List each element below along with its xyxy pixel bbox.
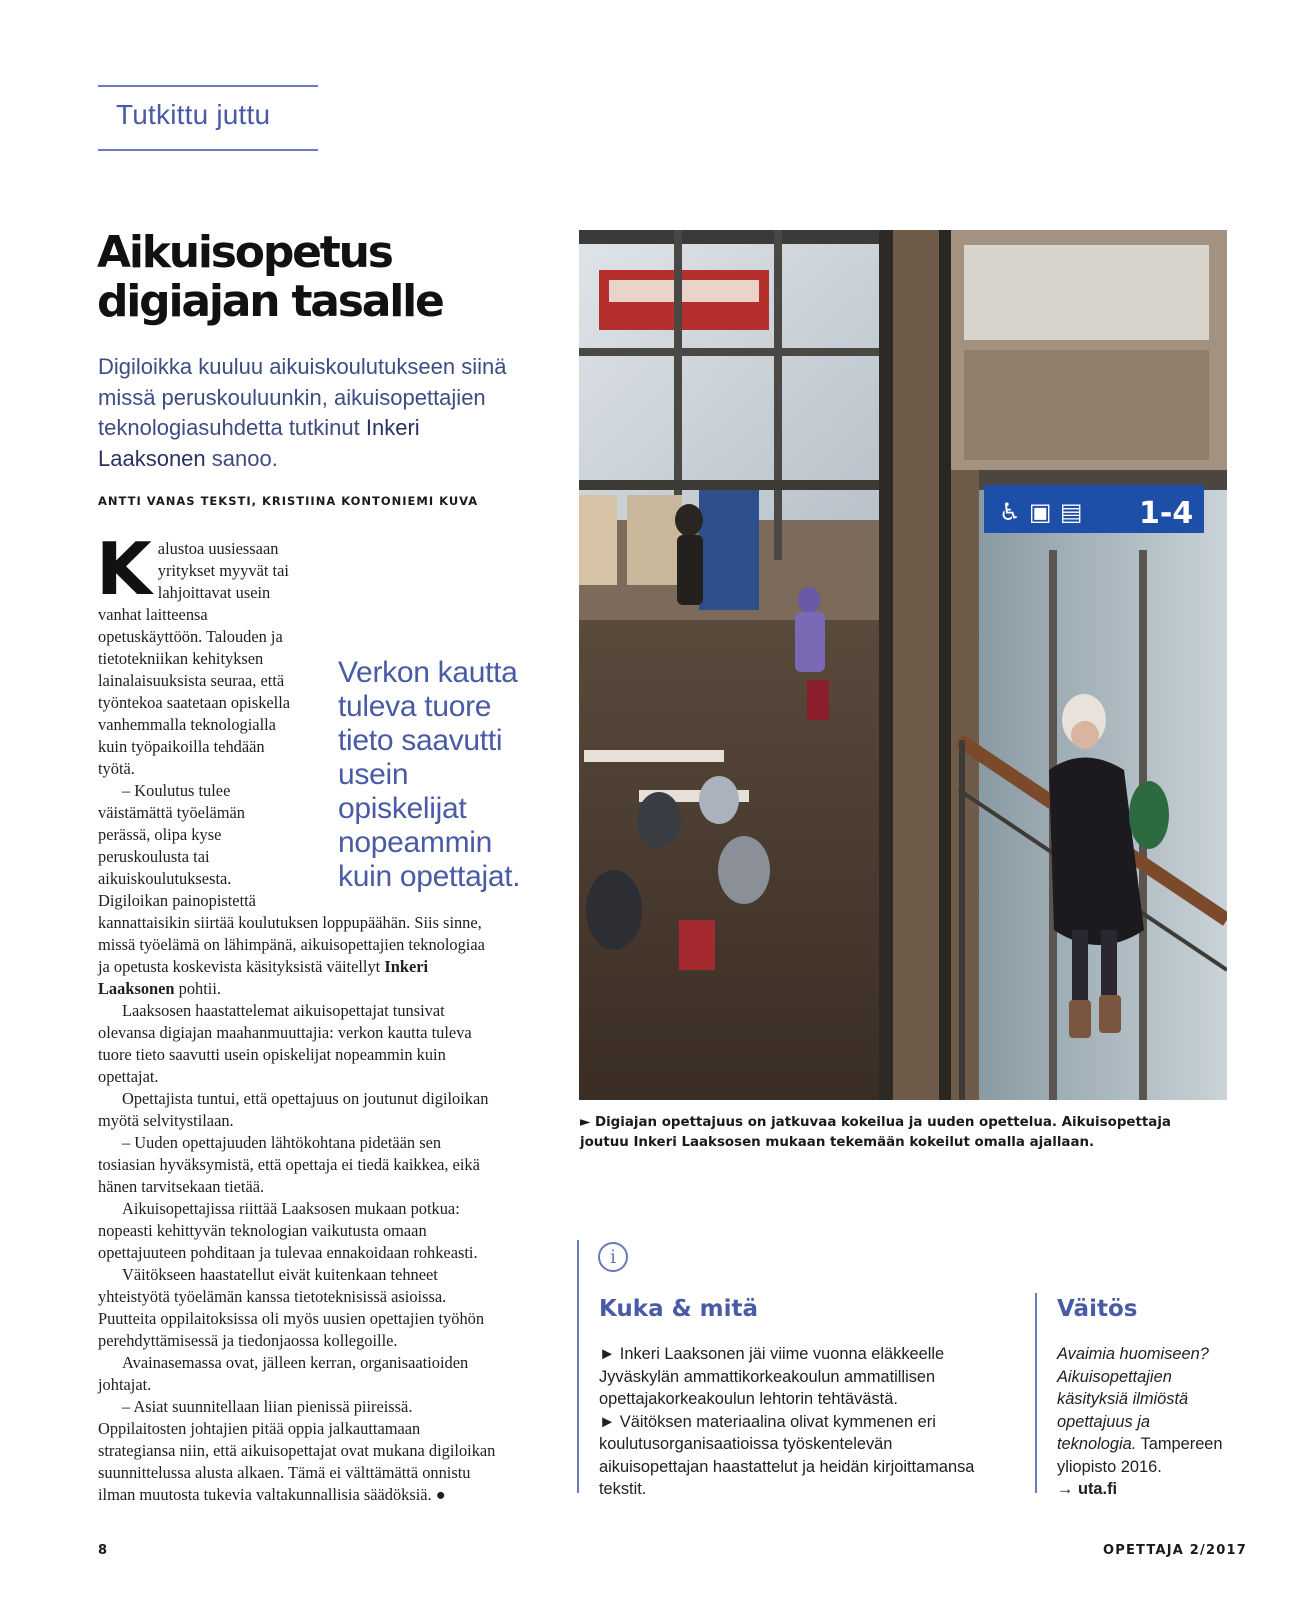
svg-text:♿ ▣ ▤: ♿ ▣ ▤ — [999, 498, 1083, 526]
byline: ANTTI VANAS TEKSTI, KRISTIINA KONTONIEMI KUVA — [98, 494, 479, 508]
vaitos-text — [1057, 1343, 1232, 1501]
vaitos-title-italic: Avaimia huomiseen? Aikuisopettajien käsityksiä ilmiöstä opettajuus ja teknologia. — [1057, 1345, 1209, 1453]
photo-caption: ► Digiajan opettajuus on jatkuvaa kokeilua ja uuden opettelua. Aikuisopettaja joutuu Inkeri Laaksosen mukaan tekemään kokeilut omalla ajallaan. — [580, 1115, 1171, 1150]
vaitos-rule — [1035, 1293, 1037, 1493]
body-text: – Koulutus tulee väistämättä työelämän perässä, olipa kyse peruskoulusta tai aikuiskoulutuksesta. Digiloikan painopistettä kannattaisikin siirtää koulutuksen loppupäähän. Siis sinne, missä työelämä on lähimpänä, aikuisopettajien teknologiaa ja opetusta koskevista käsityksistä väitellyt — [98, 781, 485, 976]
body-paragraph: Opettajista tuntui, että opettajuus on joutunut digiloikan myötä selvitystilaan. — [98, 1089, 489, 1130]
kuka-item: ► Inkeri Laaksonen jäi viime vuonna eläkkeelle Jyväskylän ammattikorkeakoulun ammatillisen opettajakorkeakoulun lehtorin tehtävästä. — [599, 1345, 945, 1408]
body-paragraph — [98, 1396, 500, 1506]
info-icon: i — [598, 1242, 628, 1272]
vaitos-heading: Väitös — [1057, 1296, 1138, 1322]
sign-text: 1-4 — [1139, 496, 1194, 531]
body-paragraph: – Uuden opettajuuden lähtökohtana pidetään sen tosiasian hyväksymistä, että opettaja ei tiedä kaikkea, eikä hänen tarvitsekaan tietää. — [98, 1133, 480, 1196]
lead-text-end: sanoo. — [205, 445, 278, 471]
body-text: – Asiat suunnitellaan liian pienissä piireissä. Oppilaitosten johtajien pitää oppia jalkauttamaan strategiansa niin, että aikuisopettajat ovat mukana digiloikan suunnittelussa alusta alkaen. Tämä ei välttämättä onnistu ilman muutosta tukevia valtakunnallisia säädöksiä. — [98, 1397, 496, 1504]
page-number: 8 — [98, 1543, 108, 1558]
section-label: Tutkittu juttu — [116, 99, 271, 130]
body-paragraph: Väitökseen haastatellut eivät kuitenkaan tehneet yhteistyötä työelämän kanssa tietoteknisissä asioissa. Puutteita oppilaitoksissa oli myös uusien opettajien työhön perehdyttämisessä ja tiedonjaossa kollegoille. — [98, 1265, 485, 1350]
kuka-mita-text — [599, 1343, 989, 1501]
headline — [97, 228, 537, 326]
body-paragraph: Avainasemassa ovat, jälleen kerran, organisaatioiden johtajat. — [98, 1353, 469, 1394]
article-photo — [579, 230, 1227, 1100]
lead-name: Inkeri Laaksonen — [98, 415, 420, 471]
end-mark: ● — [435, 1485, 446, 1504]
body-paragraph: Laaksosen haastattelemat aikuisopettajat tunsivat olevansa digiajan maahanmuuttajia: verkon kautta tuleva tuore tieto saavutti usein opiskelijat nopeammin kuin opettajat. — [98, 1001, 472, 1086]
drop-cap: K — [96, 527, 152, 611]
pull-quote: Verkon kautta tuleva tuore tieto saavutti usein opiskelijat nopeammin kuin opettajat. — [338, 656, 521, 893]
headline-line-2: digiajan tasalle — [97, 276, 443, 327]
kuka-item: ► Väitöksen materiaalina olivat kymmenen eri koulutusorganisaatioissa työskentelevän aikuisopettajan haastattelut ja heidän kirjoittamansa tekstit. — [599, 1412, 975, 1498]
kuka-mita-heading: Kuka & mitä — [599, 1296, 759, 1322]
body-text: pohtii. — [174, 979, 221, 998]
section-rule-top — [98, 85, 318, 87]
uta-link[interactable]: → uta.fi — [1057, 1480, 1118, 1498]
body-text: alustoa uusiessaan yritykset myyvät tai lahjoittavat usein vanhat laitteensa opetuskäyttöön. Talouden ja tietotekniikan kehityksen lainalaisuuksista seuraa, että työntekoa saatetaan opiskella vanhemmalla teknologialla kuin työpaikoilla tehdään työtä. — [98, 539, 291, 778]
magazine-issue: OPETTAJA 2/2017 — [1103, 1543, 1247, 1558]
vaitos-publisher: Tampereen yliopisto 2016. — [1057, 1435, 1223, 1476]
body-paragraph: Aikuisopettajissa riittää Laaksosen mukaan potkua: nopeasti kehittyvän teknologian vaikutusta omaan opettajuuteen pohditaan ja tulevaa ennakoidaan rohkeasti. — [98, 1199, 478, 1262]
station-photo — [579, 230, 1227, 1100]
body-name: Inkeri Laaksonen — [98, 957, 429, 998]
info-rule — [577, 1240, 579, 1493]
section-rule-bottom — [98, 149, 318, 151]
lead-paragraph — [98, 352, 528, 474]
headline-line-1: Aikuisopetus — [97, 227, 392, 278]
lead-text: Digiloikka kuuluu aikuiskoulutukseen siinä missä peruskouluunkin, aikuisopettajien teknologiasuhdetta tutkinut — [98, 354, 507, 440]
